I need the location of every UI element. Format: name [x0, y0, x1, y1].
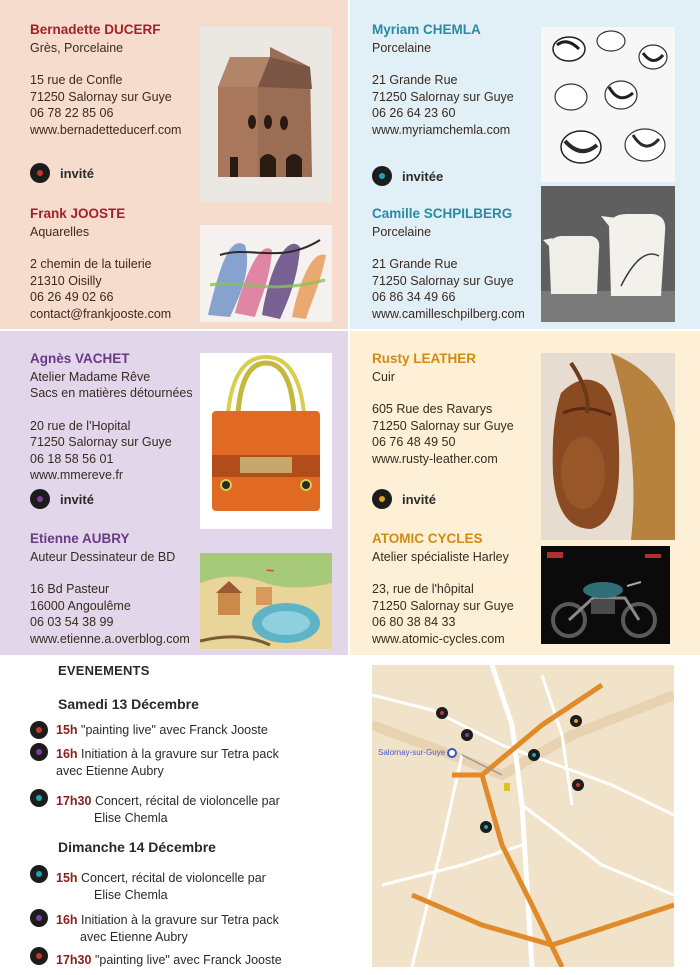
artist-atomic	[372, 531, 514, 647]
artist-vachet	[30, 351, 193, 484]
event-text-2: Elise Chemla	[94, 888, 168, 902]
photo-orange-bag	[200, 353, 332, 529]
artist-address: 15 rue de Confle	[30, 73, 123, 87]
event-item	[56, 793, 326, 827]
artist-city: 71250 Salornay sur Guye	[372, 89, 514, 104]
artist-website[interactable]: contact@frankjooste.com	[30, 306, 172, 321]
artist-phone: 06 78 22 85 06	[30, 106, 114, 120]
event-text-2: Elise Chemla	[94, 811, 168, 825]
artist-city: 71250 Salornay sur Guye	[372, 273, 514, 288]
artist-website[interactable]: www.atomic-cycles.com	[372, 631, 505, 646]
artist-address: 605 Rue des Ravarys	[372, 402, 493, 416]
artist-name: Frank JOOSTE	[30, 206, 126, 221]
artist-phone: 06 86 34 49 66	[372, 290, 456, 304]
artist-city: 71250 Salornay sur Guye	[30, 89, 172, 104]
artist-craft: Atelier Madame Rêve	[30, 369, 151, 384]
record-icon	[30, 721, 48, 739]
artist-name: Myriam CHEMLA	[372, 22, 481, 37]
artist-phone: 06 26 64 23 60	[372, 106, 456, 120]
photo-ceramic-house	[200, 27, 332, 202]
record-icon	[30, 865, 48, 883]
artist-name: Etienne AUBRY	[30, 531, 130, 546]
event-time: 16h	[56, 747, 78, 761]
artist-address: 2 chemin de la tuilerie	[30, 257, 152, 271]
artist-craft: Porcelaine	[372, 224, 432, 239]
badge-invitee-chemla	[372, 166, 443, 186]
artist-name: Camille SCHPILBERG	[372, 206, 513, 221]
photo-comic-illustration	[200, 553, 332, 649]
artist-city: 71250 Salornay sur Guye	[372, 598, 514, 613]
artist-ducerf	[30, 22, 181, 138]
badge-label: invité	[402, 491, 436, 507]
event-time: 17h30	[56, 953, 92, 967]
record-icon	[30, 789, 48, 807]
artist-schpilberg	[372, 206, 525, 322]
artist-craft: Porcelaine	[372, 40, 432, 55]
badge-invite-leather	[372, 489, 436, 509]
event-time: 16h	[56, 913, 78, 927]
artist-address: 21 Grande Rue	[372, 73, 458, 87]
artist-craft: Cuir	[372, 369, 395, 384]
event-item	[56, 870, 326, 904]
badge-invite-vachet	[30, 489, 94, 509]
event-text: Initiation à la gravure sur Tetra pack	[81, 913, 279, 927]
artist-aubry	[30, 531, 190, 647]
badge-invite-ducerf	[30, 163, 94, 183]
record-icon	[30, 909, 48, 927]
record-icon	[30, 163, 50, 183]
horizontal-divider	[0, 329, 700, 331]
event-item	[56, 746, 326, 780]
artist-address: 23, rue de l'hôpital	[372, 582, 474, 596]
vertical-divider	[348, 0, 350, 655]
artist-name: Agnès VACHET	[30, 351, 130, 366]
artist-website[interactable]: www.camilleschpilberg.com	[372, 306, 525, 321]
artist-craft: Auteur Dessinateur de BD	[30, 549, 176, 564]
event-text: "painting live" avec Franck Jooste	[81, 723, 268, 737]
event-text-2: avec Etienne Aubry	[56, 764, 164, 778]
artist-website[interactable]: www.etienne.a.overblog.com	[30, 631, 190, 646]
artist-phone: 06 18 58 56 01	[30, 451, 114, 466]
artist-jooste	[30, 206, 171, 322]
badge-label: invitée	[402, 168, 444, 184]
event-text-2: avec Etienne Aubry	[80, 930, 188, 944]
artist-craft: Aquarelles	[30, 224, 90, 239]
photo-porcelain-cups	[541, 27, 675, 182]
artist-city: 71250 Salornay sur Guye	[372, 418, 514, 433]
artist-phone: 06 03 54 38 99	[30, 615, 114, 629]
photo-leather-backpack	[541, 353, 675, 540]
event-text: Initiation à la gravure sur Tetra pack	[81, 747, 279, 761]
artist-website[interactable]: www.bernadetteducerf.com	[30, 122, 182, 137]
event-time: 17h30	[56, 794, 92, 808]
events-day-saturday: Samedi 13 Décembre	[58, 696, 199, 712]
artist-craft: Grès, Porcelaine	[30, 40, 124, 55]
artist-website[interactable]: www.rusty-leather.com	[372, 451, 498, 466]
map-town-label: Salornay-sur-Guye	[378, 748, 446, 757]
artist-leather	[372, 351, 514, 467]
event-item	[56, 912, 326, 946]
artist-city: 21310 Oisilly	[30, 273, 102, 288]
artist-city: 71250 Salornay sur Guye	[30, 435, 172, 449]
artist-website[interactable]: www.mmereve.fr	[30, 468, 124, 482]
artist-address: 20 rue de l'Hopital	[30, 418, 131, 433]
event-text: Concert, récital de violoncelle par	[81, 871, 266, 885]
event-item	[56, 722, 326, 739]
photo-motorcycle	[541, 546, 670, 644]
event-time: 15h	[56, 871, 78, 885]
photo-watercolor	[200, 225, 332, 322]
events-title: EVENEMENTS	[58, 663, 150, 678]
artist-phone: 06 26 49 02 66	[30, 290, 114, 304]
record-icon	[372, 489, 392, 509]
artist-name: Rusty LEATHER	[372, 351, 477, 366]
artist-phone: 06 80 38 84 33	[372, 615, 456, 629]
artist-address: 21 Grande Rue	[372, 257, 458, 271]
event-text: "painting live" avec Franck Jooste	[94, 953, 282, 967]
artist-chemla	[372, 22, 514, 138]
artist-name: Bernadette DUCERF	[30, 22, 161, 37]
town-map[interactable]	[372, 665, 674, 967]
artist-address: 16 Bd Pasteur	[30, 582, 110, 596]
event-time: 15h	[56, 723, 78, 737]
artist-website[interactable]: www.myriamchemla.com	[372, 122, 511, 137]
record-icon	[372, 166, 392, 186]
artist-name: ATOMIC CYCLES	[372, 531, 483, 546]
artist-city: 16000 Angoulême	[30, 598, 131, 613]
record-icon	[30, 743, 48, 761]
photo-porcelain-jugs	[541, 186, 675, 322]
event-text: Concert, récital de violoncelle par	[94, 794, 280, 808]
events-section	[0, 655, 350, 975]
record-icon	[30, 947, 48, 965]
map-graphic	[372, 665, 674, 967]
artist-phone: 06 76 48 49 50	[372, 435, 456, 449]
svg-text:~: ~	[266, 562, 275, 578]
badge-label: invité	[60, 491, 94, 507]
artist-craft-2: Sacs en matières détournées	[30, 386, 193, 400]
event-item	[56, 952, 326, 969]
artist-craft: Atelier spécialiste Harley	[372, 549, 509, 564]
badge-label: invité	[60, 165, 94, 181]
events-day-sunday: Dimanche 14 Décembre	[58, 839, 216, 855]
record-icon	[30, 489, 50, 509]
